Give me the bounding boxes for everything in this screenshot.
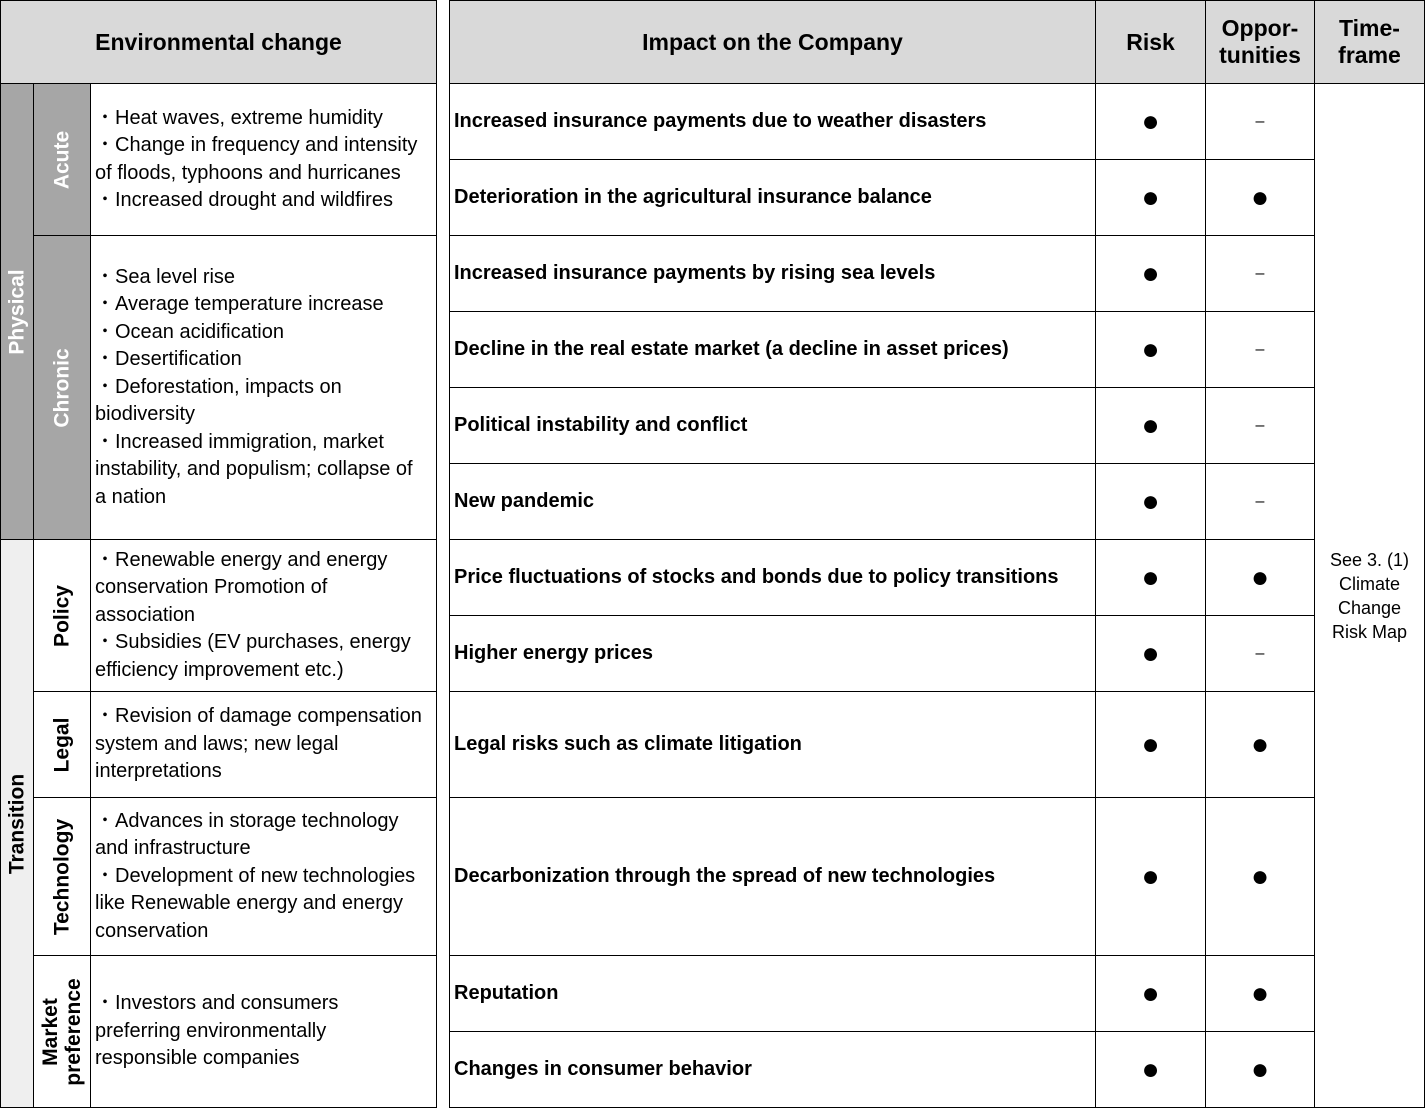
category-physical-label: Physical <box>5 268 29 355</box>
opportunity-cell <box>1205 83 1315 160</box>
risk-dot: ● <box>1141 408 1160 442</box>
description-acute <box>90 83 437 236</box>
description-line: and infrastructure <box>95 837 251 860</box>
opportunity-dash: – <box>1255 112 1265 130</box>
description-line: a nation <box>95 485 167 508</box>
impact-cell <box>449 159 1096 236</box>
opportunity-dot: ● <box>1250 560 1270 594</box>
subcategory-market-preference-label <box>39 978 85 1085</box>
risk-cell <box>1095 797 1206 956</box>
risk-cell <box>1095 691 1206 798</box>
risk-cell <box>1095 159 1206 236</box>
market-line-1: Market <box>39 997 62 1066</box>
opportunity-cell <box>1205 235 1315 312</box>
description-line: of floods, typhoons and hurricanes <box>95 161 401 184</box>
description-legal <box>90 691 437 798</box>
impact-header-label: Impact on the Company <box>642 28 903 55</box>
risk-cell <box>1095 955 1206 1032</box>
description-technology <box>90 797 437 956</box>
opportunity-dash: – <box>1255 264 1265 282</box>
description-market-preference <box>90 955 437 1108</box>
subcategory-technology-label: Technology <box>50 818 74 935</box>
description-line: ・Change in frequency and intensity <box>95 134 418 156</box>
impact-text: Deterioration in the agricultural insurance balance <box>454 186 932 208</box>
impact-cell <box>449 615 1096 692</box>
description-line: ・Investors and consumers <box>95 992 339 1015</box>
risk-dot: ● <box>1141 104 1160 138</box>
impact-text: Decarbonization through the spread of new technologies <box>454 865 996 887</box>
risk-header <box>1095 0 1206 84</box>
category-transition-label: Transition <box>5 773 29 874</box>
opportunity-dot: ● <box>1250 859 1270 893</box>
impact-cell <box>449 955 1096 1032</box>
description-line: ・Advances in storage technology <box>95 809 399 832</box>
opportunities-header-line-1: Oppor- <box>1221 15 1299 41</box>
risk-dot: ● <box>1141 256 1160 290</box>
category-transition <box>0 539 34 1108</box>
impact-cell <box>449 539 1096 616</box>
description-line: interpretations <box>95 760 222 783</box>
description-line: conservation <box>95 919 209 942</box>
risk-dot: ● <box>1141 560 1160 594</box>
risk-cell <box>1095 387 1206 464</box>
subcategory-chronic-label: Chronic <box>50 347 74 428</box>
description-line: ・Ocean acidification <box>95 320 284 343</box>
opportunity-cell <box>1205 539 1315 616</box>
description-line: ・Development of new technologies <box>95 864 416 887</box>
description-line: ・Increased immigration, market <box>95 430 384 453</box>
description-line: association <box>95 603 196 626</box>
description-policy <box>90 539 437 692</box>
risk-header-label: Risk <box>1126 28 1175 55</box>
opportunity-dash: – <box>1255 644 1265 662</box>
subcategory-market-preference <box>33 955 91 1108</box>
opportunity-cell <box>1205 387 1315 464</box>
opportunity-dot: ● <box>1250 727 1270 761</box>
risk-dot: ● <box>1141 180 1160 214</box>
subcategory-legal <box>33 691 91 798</box>
timeframe-line: Risk Map <box>1331 621 1407 642</box>
opportunity-dot: ● <box>1250 180 1270 214</box>
environmental-change-header <box>0 0 437 84</box>
subcategory-technology <box>33 797 91 956</box>
impact-text: New pandemic <box>454 490 595 512</box>
impact-cell <box>449 83 1096 160</box>
risk-cell <box>1095 235 1206 312</box>
description-line: efficiency improvement etc.) <box>95 658 344 681</box>
impact-text: Increased insurance payments by rising sea levels <box>454 262 936 284</box>
subcategory-chronic <box>33 235 91 540</box>
opportunity-cell <box>1205 463 1315 540</box>
market-line-2: preference <box>62 977 85 1086</box>
description-line: ・Sea level rise <box>95 265 236 288</box>
impact-text: Political instability and conflict <box>454 414 748 436</box>
timeframe-line: See 3. (1) <box>1329 549 1410 570</box>
risk-cell <box>1095 615 1206 692</box>
category-physical <box>0 83 34 540</box>
risk-dot: ● <box>1141 636 1160 670</box>
description-line: ・Revision of damage compensation <box>95 705 422 728</box>
description-chronic <box>90 235 437 540</box>
impact-header <box>449 0 1096 84</box>
risk-cell <box>1095 463 1206 540</box>
risk-dot: ● <box>1141 484 1160 518</box>
description-line: conservation Promotion of <box>95 576 328 599</box>
description-line: ・Desertification <box>95 348 242 371</box>
description-line: instability, and populism; collapse of <box>95 458 413 481</box>
subcategory-legal-label: Legal <box>50 717 74 772</box>
risk-cell <box>1095 1031 1206 1108</box>
impact-cell <box>449 235 1096 312</box>
impact-cell <box>449 797 1096 956</box>
impact-text: Legal risks such as climate litigation <box>454 733 802 755</box>
subcategory-policy <box>33 539 91 692</box>
risk-dot: ● <box>1141 859 1160 893</box>
opportunity-dash: – <box>1255 492 1265 510</box>
risk-dot: ● <box>1141 332 1160 366</box>
impact-text: Increased insurance payments due to weather disasters <box>454 110 987 132</box>
opportunity-cell <box>1205 1031 1315 1108</box>
description-line: ・Average temperature increase <box>95 293 384 316</box>
subcategory-acute <box>33 83 91 236</box>
impact-text: Price fluctuations of stocks and bonds due to policy transitions <box>454 566 1059 588</box>
impact-text: Changes in consumer behavior <box>454 1058 752 1080</box>
timeframe-header-line-2: frame <box>1338 42 1401 68</box>
description-line: preferring environmentally <box>95 1019 327 1042</box>
risk-dot: ● <box>1141 976 1160 1010</box>
risk-dot: ● <box>1141 1052 1160 1086</box>
opportunities-header <box>1205 0 1315 84</box>
description-line: system and laws; new legal <box>95 732 339 755</box>
opportunity-cell <box>1205 691 1315 798</box>
risk-cell <box>1095 311 1206 388</box>
impact-text: Higher energy prices <box>454 642 653 664</box>
risk-dot: ● <box>1141 727 1160 761</box>
impact-cell <box>449 463 1096 540</box>
opportunity-dash: – <box>1255 416 1265 434</box>
timeframe-header-line-1: Time- <box>1339 15 1400 41</box>
impact-text: Decline in the real estate market (a decline in asset prices) <box>454 338 1009 360</box>
opportunity-dash: – <box>1255 340 1265 358</box>
opportunity-cell <box>1205 159 1315 236</box>
impact-text: Reputation <box>454 982 559 1004</box>
description-line: responsible companies <box>95 1047 300 1070</box>
impact-cell <box>449 311 1096 388</box>
description-line: ・Renewable energy and energy <box>95 548 388 571</box>
opportunity-cell <box>1205 797 1315 956</box>
timeframe-line: Change <box>1337 597 1402 618</box>
description-line: ・Increased drought and wildfires <box>95 189 393 211</box>
description-line: ・Heat waves, extreme humidity <box>95 106 383 129</box>
timeframe-cell <box>1314 83 1425 1108</box>
impact-cell <box>449 691 1096 798</box>
subcategory-acute-label: Acute <box>50 130 74 189</box>
description-line: biodiversity <box>95 403 196 426</box>
timeframe-line: Climate <box>1338 573 1400 594</box>
opportunity-cell <box>1205 615 1315 692</box>
environmental-change-header-label: Environmental change <box>95 28 342 55</box>
description-line: like Renewable energy and energy <box>95 892 403 915</box>
impact-cell <box>449 387 1096 464</box>
risk-cell <box>1095 539 1206 616</box>
description-line: ・Deforestation, impacts on <box>95 375 342 398</box>
timeframe-header <box>1314 0 1425 84</box>
opportunity-cell <box>1205 955 1315 1032</box>
opportunity-dot: ● <box>1250 976 1270 1010</box>
opportunities-header-line-2: tunities <box>1219 42 1301 68</box>
description-line: ・Subsidies (EV purchases, energy <box>95 631 411 654</box>
subcategory-policy-label: Policy <box>50 584 74 647</box>
opportunity-cell <box>1205 311 1315 388</box>
risk-cell <box>1095 83 1206 160</box>
opportunity-dot: ● <box>1250 1052 1270 1086</box>
impact-cell <box>449 1031 1096 1108</box>
